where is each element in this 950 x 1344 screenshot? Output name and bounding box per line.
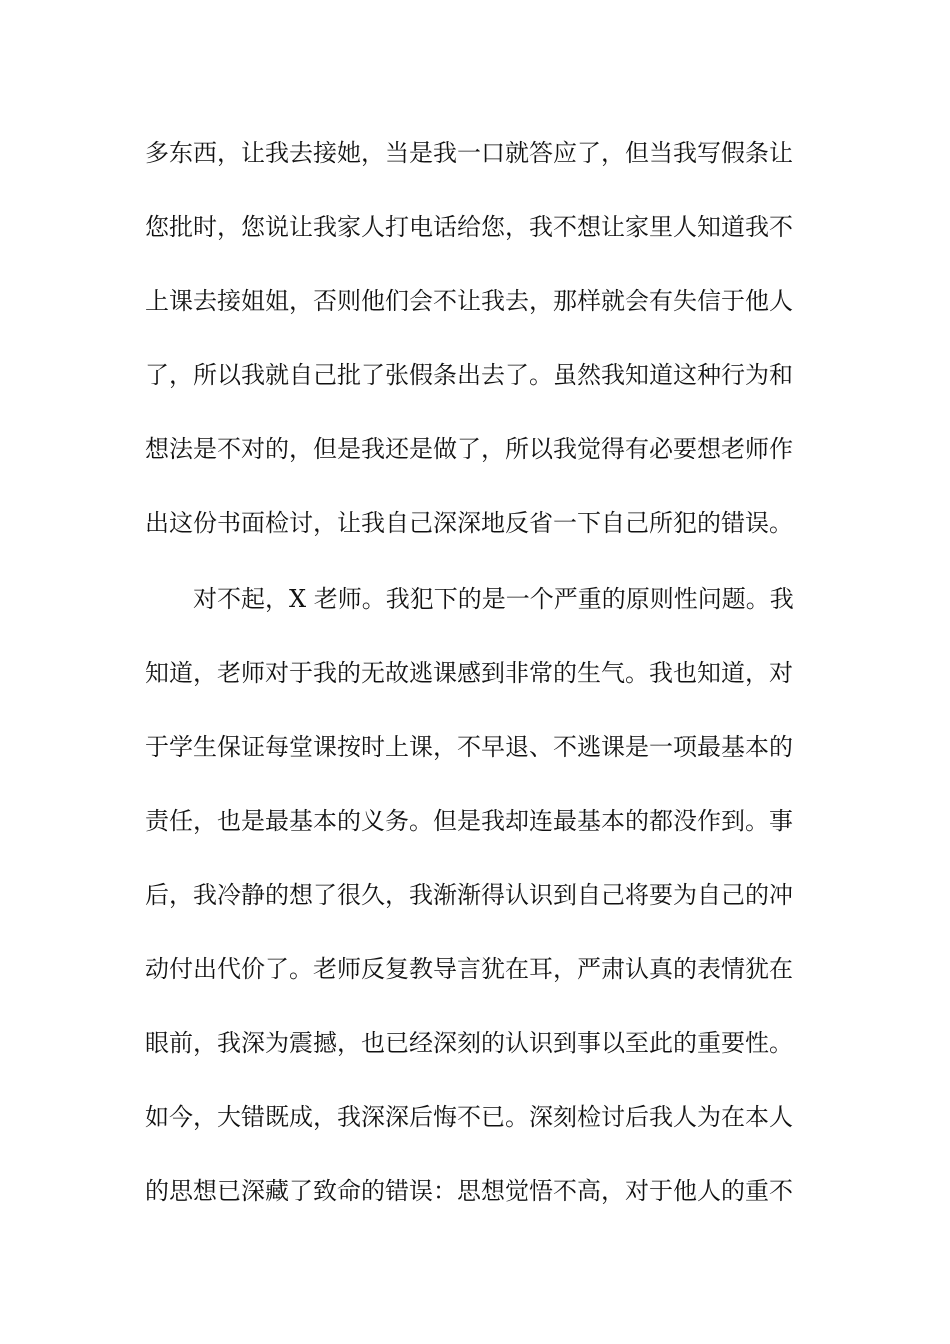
text-line: 出这份书面检讨，让我自己深深地反省一下自己所犯的错误。 bbox=[145, 509, 793, 537]
text-line: 动付出代价了。老师反复教导言犹在耳，严肃认真的表情犹在 bbox=[145, 955, 793, 983]
text-line: 您批时，您说让我家人打电话给您，我不想让家里人知道我不 bbox=[145, 213, 793, 241]
text-line: 知道，老师对于我的无故逃课感到非常的生气。我也知道，对 bbox=[145, 659, 793, 687]
text-line: 多东西，让我去接她，当是我一口就答应了，但当我写假条让 bbox=[145, 139, 793, 167]
text-line: 的思想已深藏了致命的错误：思想觉悟不高，对于他人的重不 bbox=[145, 1177, 793, 1205]
text-line: 了，所以我就自己批了张假条出去了。虽然我知道这种行为和 bbox=[145, 361, 793, 389]
text-line: 于学生保证每堂课按时上课，不早退、不逃课是一项最基本的 bbox=[145, 733, 793, 761]
text-line: 想法是不对的，但是我还是做了，所以我觉得有必要想老师作 bbox=[145, 435, 793, 463]
text-line: 眼前，我深为震撼，也已经深刻的认识到事以至此的重要性。 bbox=[145, 1029, 793, 1057]
paragraph-first-line: 对不起，X 老师。我犯下的是一个严重的原则性问题。我 bbox=[193, 585, 794, 613]
text-line: 如今，大错既成，我深深后悔不已。深刻检讨后我人为在本人 bbox=[145, 1103, 793, 1131]
text-line: 上课去接姐姐，否则他们会不让我去，那样就会有失信于他人 bbox=[145, 287, 793, 315]
text-line: 责任，也是最基本的义务。但是我却连最基本的都没作到。事 bbox=[145, 807, 793, 835]
text-line: 后，我冷静的想了很久，我渐渐得认识到自己将要为自己的冲 bbox=[145, 881, 793, 909]
